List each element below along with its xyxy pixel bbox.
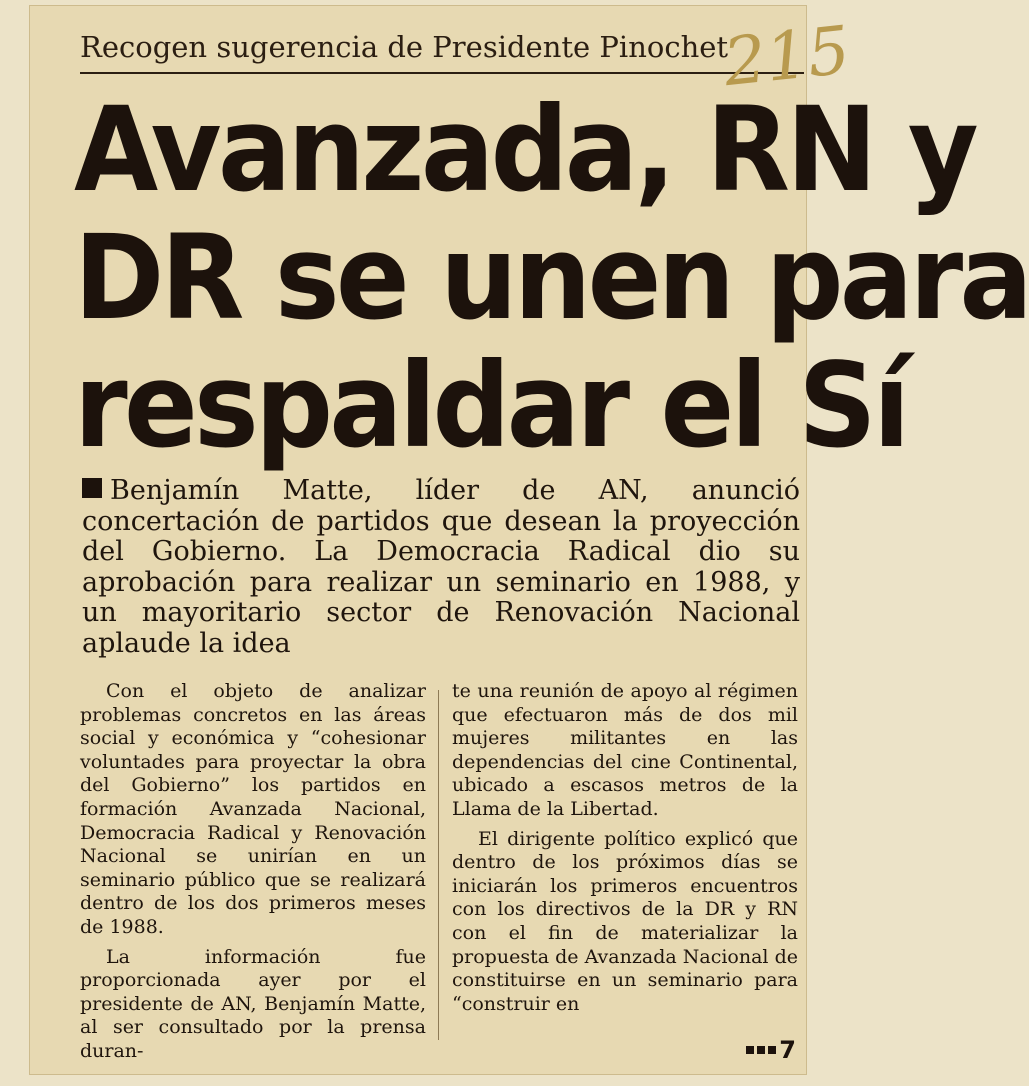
body-column-2 (452, 680, 798, 1040)
continued-marker (746, 1036, 796, 1064)
paragraph: La información fue proporcionada ayer por el presidente de AN, Benjamín Matte, al ser consultado por la prensa duran- (80, 945, 426, 1062)
headline-line-3: respaldar el Sí (74, 337, 907, 474)
handwritten-page-note: 215 (720, 11, 854, 102)
square-dot-icon (768, 1046, 776, 1054)
article-headline (74, 81, 1029, 474)
column-divider (438, 690, 439, 1040)
bullet-square-icon (82, 478, 102, 498)
paragraph: te una reunión de apoyo al régimen que efectuaron más de dos mil mujeres militantes en las dependencias del cine Continental, ubicado a escasos metros de la Llama de la Libertad. (452, 680, 798, 820)
lead-text: Benjamín Matte, líder de AN, anunció concertación de partidos que desean la proyección del Gobierno. La Democracia Radical dio su aprobación para realizar un seminario en 1988, y un mayoritario sector de Renovación Nacional aplaude la idea (82, 475, 800, 659)
paragraph: El dirigente político explicó que dentro de los próximos días se iniciarán los primeros encuentros con los directivos de la DR y RN con el fin de materializar la propuesta de Avanzada Nacional de constituirse en un seminario para “construir en (452, 827, 798, 1015)
article-lead (82, 476, 800, 666)
article-kicker: Recogen sugerencia de Presidente Pinochet (80, 30, 729, 64)
kicker-rule (80, 72, 804, 74)
headline-line-1: Avanzada, RN y (74, 81, 976, 218)
body-column-1 (80, 680, 426, 1062)
headline-line-2: DR se unen para (74, 209, 1029, 346)
paragraph: Con el objeto de analizar problemas concretos en las áreas social y económica y “cohesionar voluntades para proyectar la obra del Gobierno” los partidos en formación Avanzada Nacional, Democracia Radical y Renovación Nacional se unirían en un seminario público que se realizará dentro de los dos primeros meses de 1988. (80, 680, 426, 938)
continued-page-number: 7 (779, 1036, 796, 1064)
square-dot-icon (746, 1046, 754, 1054)
square-dot-icon (757, 1046, 765, 1054)
